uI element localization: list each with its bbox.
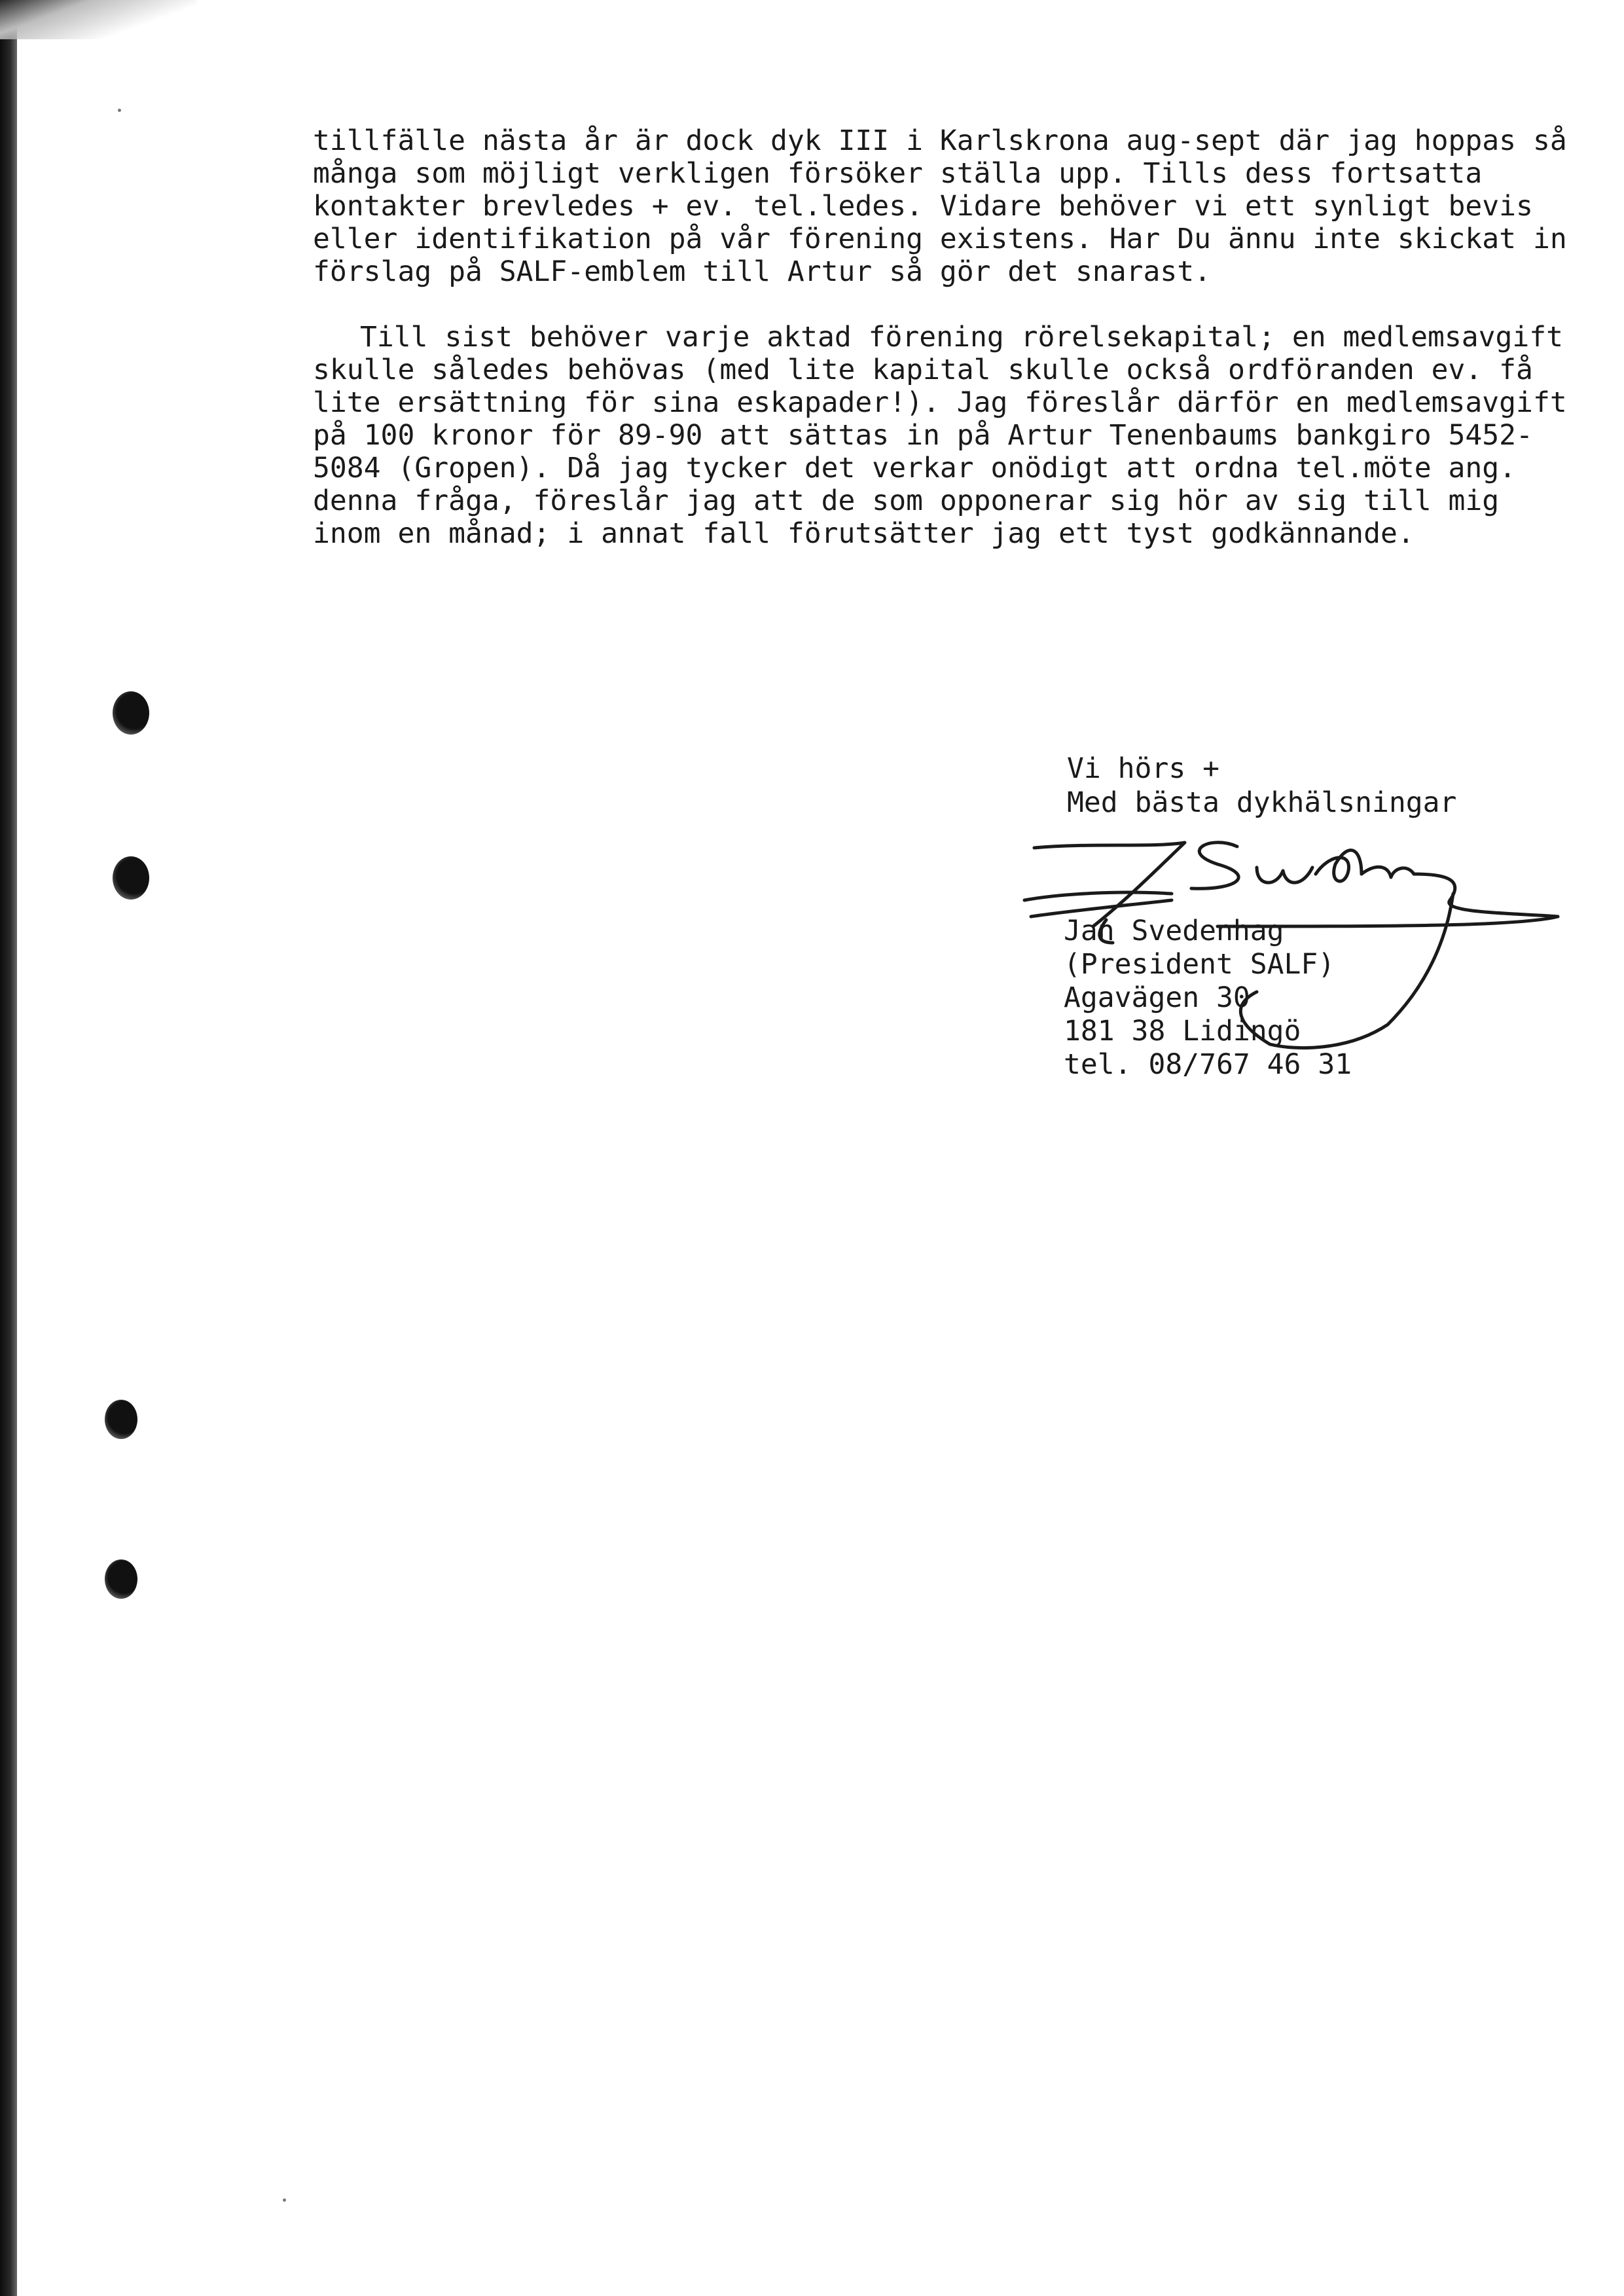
sender-block <box>1064 915 1352 1082</box>
sender-title: (President SALF) <box>1064 948 1335 981</box>
closing-line: Med bästa dykhälsningar <box>1067 786 1457 819</box>
sender-phone: tel. 08/767 46 31 <box>1064 1048 1352 1081</box>
punch-hole <box>105 1400 137 1439</box>
scan-corner-shadow <box>0 0 196 39</box>
punch-hole <box>113 856 149 900</box>
letter-body <box>313 124 1576 550</box>
closing-line: Vi hörs + <box>1067 752 1219 785</box>
sender-name: Jan Svedenhag <box>1064 915 1284 947</box>
letter-paragraph: tillfälle nästa år är dock dyk III i Karlskrona aug-sept där jag hoppas så många som möjligt verkligen försöker ställa upp. Tills dess fortsatta kontakter brevledes + ev. tel.ledes. Vidare behöver vi ett synligt bevis eller identifikation på vår förening existens. Har Du ännu inte skickat in förslag på SALF-emblem till Artur så gör det snarast. <box>313 124 1567 288</box>
scan-speck <box>118 109 121 112</box>
sender-street: Agavägen 30 <box>1064 981 1250 1014</box>
letter-paragraph: Till sist behöver varje aktad förening rörelsekapital; en medlemsavgift skulle således behövas (med lite kapital skulle också ordföranden ev. få lite ersättning för sina eskapader!). Jag föreslår därför en medlemsavgift på 100 kronor för 89-90 att sättas in på Artur Tenenbaums bankgiro 5452-5084 (Gropen). Då jag tycker det verkar onödigt att ordna tel.möte ang. denna fråga, föreslår jag att de som opponerar sig hör av sig till mig inom en månad; i annat fall förutsätter jag ett tyst godkännande. <box>313 321 1567 550</box>
punch-hole <box>105 1559 137 1599</box>
scan-edge <box>0 0 17 2296</box>
sender-city: 181 38 Lidingö <box>1064 1015 1301 1048</box>
closing-block <box>1067 752 1456 820</box>
scan-speck <box>283 2198 286 2202</box>
punch-hole <box>113 691 149 735</box>
